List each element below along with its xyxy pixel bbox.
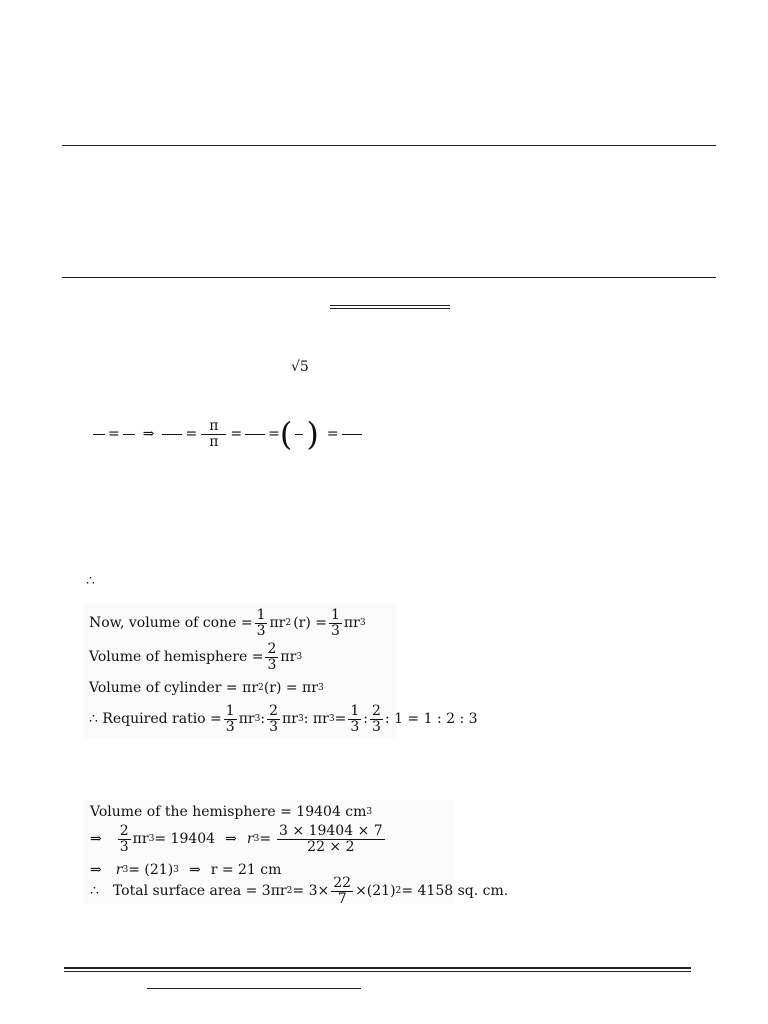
blank-dash xyxy=(93,434,105,435)
total-surface-area-line: ∴ Total surface area = 3πr 2 = 3× $\frac{22}{7}$ ×(21) 2 = 4158 sq. cm. xyxy=(90,875,509,907)
implies-arrow: ⇒ xyxy=(225,831,237,848)
left-paren: ( xyxy=(279,415,293,453)
blank-dash xyxy=(245,434,265,435)
fraction-row: = ⇒ = $\frac{\pi}{\pi}$ = = ( ) = xyxy=(90,412,365,456)
blank-dash xyxy=(123,434,135,435)
solve-r-cube-line: ⇒ $\frac{2}{3}$ πr 3 = 19404 ⇒ r 3 = $\frac{3 \times 19404 \times 7}{22 \times 2}$ xyxy=(90,823,383,855)
footer-double-rule-2 xyxy=(64,971,691,972)
blank-dash xyxy=(162,434,182,435)
title-underline-2 xyxy=(330,308,450,309)
pi-fraction: $\frac{\pi}{\pi}$ xyxy=(201,419,226,449)
hemisphere-volume-line: Volume of hemisphere = $\frac{2}{3}$ πr 3 xyxy=(89,641,303,673)
cone-volume-line: Now, volume of cone = $\frac{1}{3}$ πr 2 (r) = $\frac{1}{3}$ πr 3 xyxy=(89,607,366,639)
header-bottom-rule xyxy=(62,277,716,278)
blank-dash xyxy=(295,434,303,435)
right-paren: ) xyxy=(306,415,319,453)
hemisphere-solution-block xyxy=(84,800,509,907)
implies-arrow: ⇒ xyxy=(90,862,102,878)
footer-short-rule xyxy=(147,988,361,989)
implies-arrow: ⇒ xyxy=(188,862,201,878)
title-underline-1 xyxy=(330,305,450,306)
blank-dash xyxy=(342,434,362,435)
implies-arrow: ⇒ xyxy=(142,426,155,442)
sqrt-five-text: √5 xyxy=(291,359,309,375)
footer-double-rule-1 xyxy=(64,967,691,969)
required-ratio-line: ∴ Required ratio = $\frac{1}{3}$ πr 3 : $\frac{2}{3}$ πr 3 : πr 3 = $\frac{1}{3}$ : $\frac{2}{3}$ : 1 = 1 : 2 : 3 xyxy=(89,703,478,735)
hemisphere-given-line: Volume of the hemisphere = 19404 cm 3 xyxy=(90,804,373,820)
cylinder-volume-line: Volume of cylinder = πr 2 (r) = πr 3 xyxy=(89,680,324,696)
ratio-solution-block xyxy=(84,604,478,738)
implies-arrow: ⇒ xyxy=(90,831,102,848)
r-value-line: ⇒ r 3 = (21) 3 ⇒ r = 21 cm xyxy=(90,862,282,878)
header-top-rule xyxy=(62,145,716,146)
therefore-symbol: ∴ xyxy=(86,573,95,589)
